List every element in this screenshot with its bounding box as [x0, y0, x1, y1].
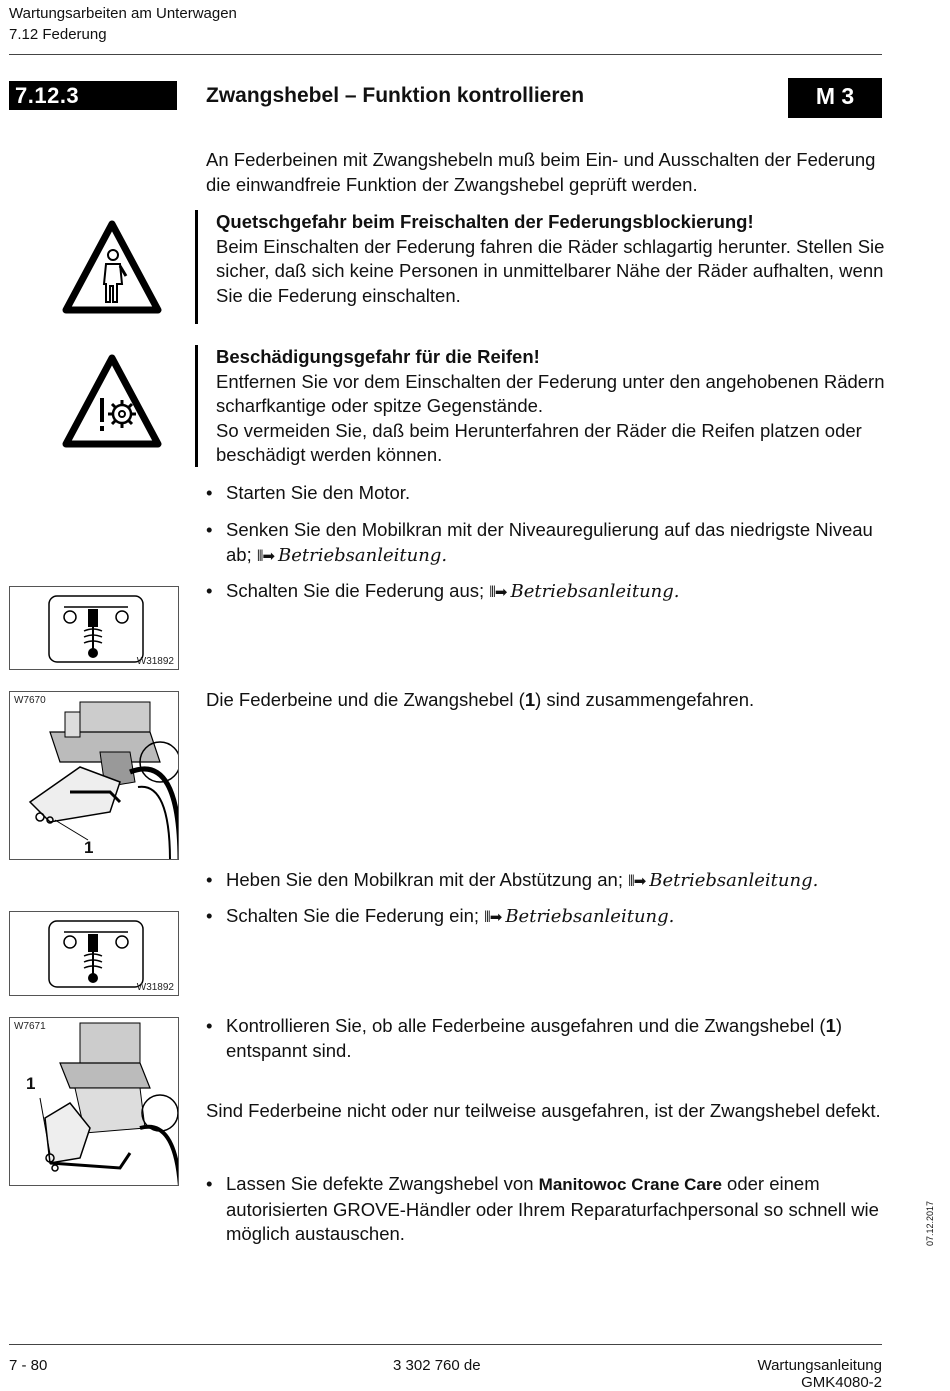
statement-retracted: Die Federbeine und die Zwangshebel (1) sind zusammengefahren. — [206, 689, 755, 710]
header-chapter: Wartungsarbeiten am Unterwagen — [9, 5, 237, 22]
reference-arrow-icon: ⦀➡ — [484, 908, 502, 926]
damage-hazard-warning-title: Beschädigungsgefahr für die Reifen! — [216, 346, 540, 367]
bullet-dot: • — [206, 519, 213, 540]
figure-code: W31892 — [136, 982, 174, 993]
step-lower-crane — [206, 518, 886, 568]
bullet-dot: • — [206, 482, 213, 503]
callout-ref: 1 — [524, 689, 536, 710]
step-text: Starten Sie den Motor. — [226, 482, 411, 503]
reference-link[interactable]: ⦀➡ Betriebsanleitung. — [628, 870, 818, 891]
crush-hazard-warning-title: Quetschgefahr beim Freischalten der Federungsblockierung! — [216, 211, 754, 232]
intro-paragraph: An Federbeinen mit Zwangshebeln muß beim Ein- und Ausschalten der Federung die einwandfreie Funktion der Zwangshebel geprüft werden. — [206, 149, 876, 195]
suspension-symbol-figure-2 — [9, 911, 179, 996]
step-text: Senken Sie den Mobilkran mit der Niveauregulierung auf das niedrigste Niveau ab; — [226, 519, 873, 565]
damage-hazard-warning-text2: So vermeiden Sie, daß beim Herunterfahren der Räder die Reifen platzen oder beschädigt werden können. — [216, 419, 862, 465]
reference-link[interactable]: ⦀➡ Betriebsanleitung. — [484, 906, 674, 927]
crush-hazard-warning-text: Beim Einschalten der Federung fahren die Räder schlagartig herunter. Stellen Sie sicher, daß sich keine Personen in unmittelbarer Nähe der Räder aufhalten, wenn Sie die Federung einschalten. — [216, 235, 885, 306]
callout-number: 1 — [84, 838, 94, 857]
reference-arrow-icon: ⦀➡ — [628, 872, 646, 890]
reference-arrow-icon: ⦀➡ — [256, 546, 275, 565]
figure-code: W7670 — [14, 695, 46, 706]
footer-document-number: 3 302 760 de — [393, 1357, 481, 1374]
maintenance-level-badge: M 3 — [788, 78, 882, 118]
callout-ref: 1 — [825, 1015, 836, 1036]
damage-hazard-warning — [195, 345, 890, 467]
brand-name: Manitowoc Crane Care — [538, 1175, 722, 1194]
suspension-symbol-figure-1 — [9, 586, 179, 670]
reference-link[interactable]: ⦀➡ Betriebsanleitung. — [489, 581, 679, 602]
header-rule — [9, 54, 882, 55]
step-text: Schalten Sie die Federung aus; — [226, 580, 485, 601]
bullet-dot: • — [206, 905, 213, 926]
footer-rule — [9, 1344, 882, 1345]
header-subchapter: 7.12 Federung — [9, 26, 107, 43]
crush-hazard-warning-icon — [60, 218, 164, 318]
section-number: 7.12.3 — [9, 81, 177, 110]
footer-model: GMK4080-2 — [801, 1374, 882, 1391]
step-start-engine — [206, 481, 886, 506]
side-date: 07.12.2017 — [925, 1200, 935, 1246]
reference-link[interactable]: ⦀➡ Betriebsanleitung. — [257, 545, 447, 566]
suspension-strut-drawing — [10, 692, 179, 860]
bullet-dot: • — [206, 1015, 213, 1036]
figure-code: W31892 — [136, 656, 174, 667]
statement-defect: Sind Federbeine nicht oder nur teilweise ausgefahren, ist der Zwangshebel defekt. — [206, 1100, 881, 1121]
step-raise-crane — [206, 868, 886, 894]
step-switch-off-suspension — [206, 579, 886, 605]
bullet-dot: • — [206, 1173, 213, 1194]
suspension-photo-extended — [9, 1017, 179, 1186]
section-title: Zwangshebel – Funktion kontrollieren — [206, 84, 585, 107]
bullet-dot: • — [206, 869, 213, 890]
step-text: Heben Sie den Mobilkran mit der Abstützung an; — [226, 869, 623, 890]
damage-hazard-warning-icon — [60, 352, 164, 452]
suspension-switch-icon — [48, 595, 144, 663]
footer-document-type: Wartungsanleitung — [757, 1357, 882, 1374]
step-switch-on-suspension — [206, 904, 886, 930]
suspension-switch-icon — [48, 920, 144, 988]
suspension-strut-drawing — [10, 1018, 179, 1186]
bullet-dot: • — [206, 580, 213, 601]
figure-code: W7671 — [14, 1021, 46, 1032]
step-replace-levers: • Lassen Sie defekte Zwangshebel von Manitowoc Crane Care oder einem autorisierten GROVE-Händler oder Ihrem Reparaturfachpersonal so schnell wie möglich austauschen. — [206, 1173, 879, 1244]
reference-arrow-icon: ⦀➡ — [489, 583, 507, 601]
damage-hazard-warning-text: Entfernen Sie vor dem Einschalten der Federung unter den angehobenen Rädern scharfkantige oder spitze Gegenstände. — [216, 370, 885, 416]
callout-number: 1 — [26, 1074, 36, 1093]
crush-hazard-warning — [195, 210, 890, 324]
step-check-struts: • Kontrollieren Sie, ob alle Federbeine ausgefahren und die Zwangshebel (1) entspannt sind. — [206, 1015, 843, 1061]
step-text: Schalten Sie die Federung ein; — [226, 905, 480, 926]
suspension-photo-retracted — [9, 691, 179, 860]
footer-page-number: 7 - 80 — [9, 1357, 48, 1374]
